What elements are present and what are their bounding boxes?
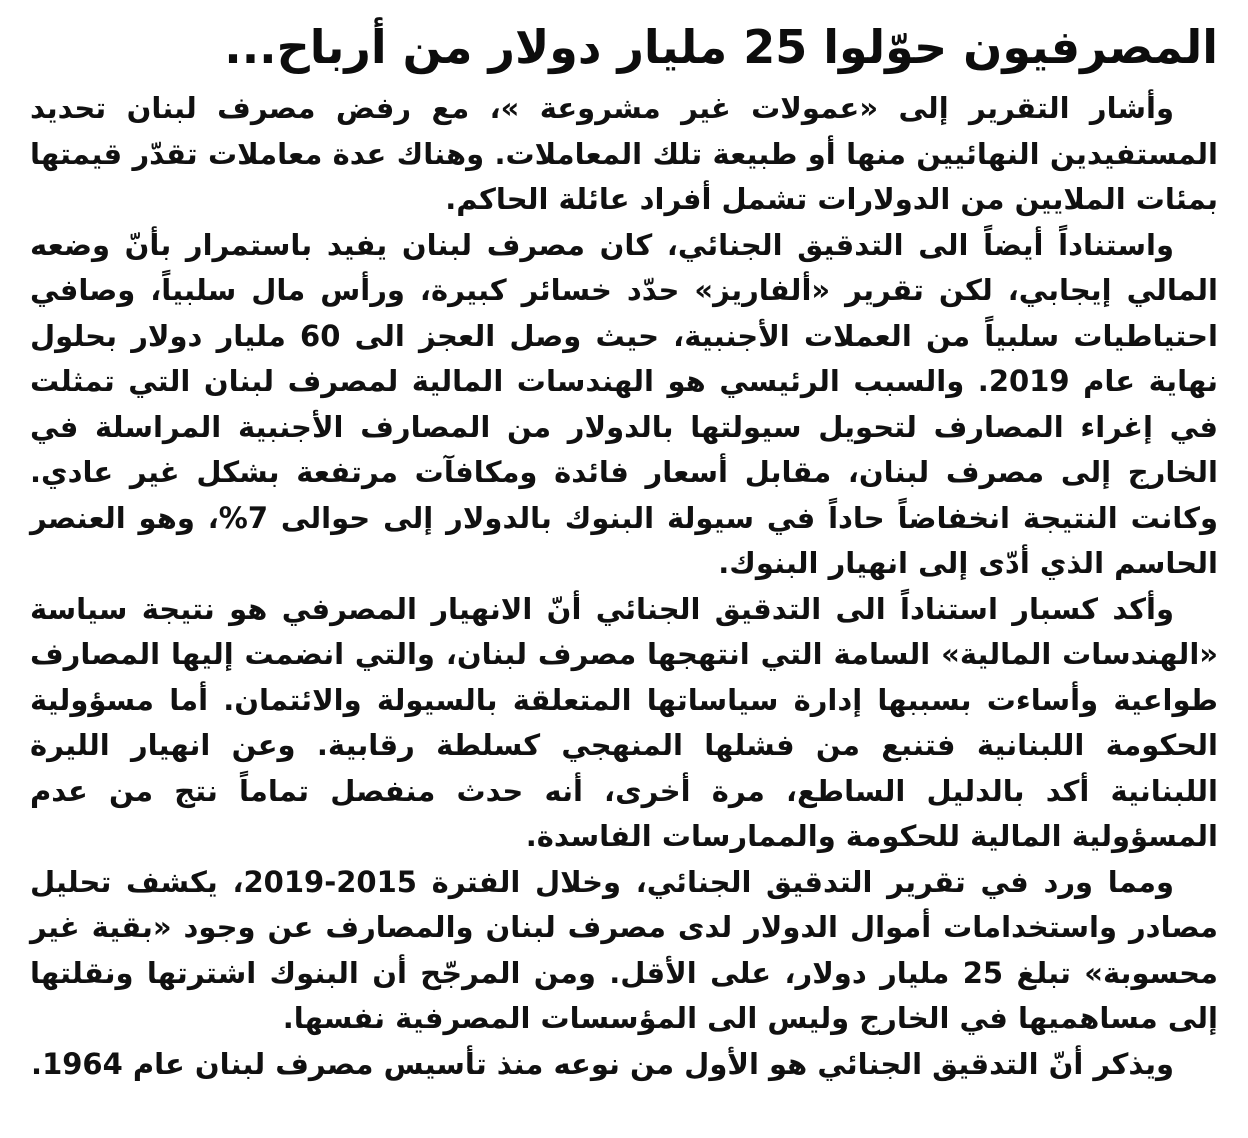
article-paragraph-3: وأكد كسبار استناداً الى التدقيق الجنائي أنّ الانهيار المصرفي هو نتيجة سياسة «الهندسات المالية» السامة التي انتهجها مصرف لبنان، والتي انضمت إليها المصارف طواعية وأساءت بسببها إدارة سياساتها المتعلقة بالسيولة والائتمان. أما مسؤولية الحكومة اللبنانية فتنبع من فشلها المنهجي كسلطة رقابية. وعن انهيار الليرة اللبنانية أكد بالدليل الساطع، مرة أخرى، أنه حدث منفصل تماماً نتج من عدم المسؤولية المالية للحكومة والممارسات الفاسدة. xyxy=(30,591,1218,853)
article-paragraph-1: وأشار التقرير إلى «عمولات غير مشروعة »، مع رفض مصرف لبنان تحديد المستفيدين النهائيين منها أو طبيعة تلك المعاملات. وهناك عدة معاملات تقدّر قيمتها بمئات الملايين من الدولارات تشمل أفراد عائلة الحاكم. xyxy=(30,91,1218,216)
article-paragraph-5: ويذكر أنّ التدقيق الجنائي هو الأول من نوعه منذ تأسيس مصرف لبنان عام 1964. xyxy=(31,1046,1174,1081)
article-paragraph-4: ومما ورد في تقرير التدقيق الجنائي، وخلال الفترة 2015-2019، يكشف تحليل مصادر واستخدامات أموال الدولار لدى مصرف لبنان والمصارف عن وجود «بقية غير محسوبة» تبلغ 25 مليار دولار، على الأقل. ومن المرجّح أن البنوك اشترتها ونقلتها إلى مساهميها في الخارج وليس الى المؤسسات المصرفية نفسها. xyxy=(30,864,1218,1035)
article-headline: المصرفيون حوّلوا 25 مليار دولار من أرباح... xyxy=(224,20,1218,74)
article-body xyxy=(30,86,1218,1087)
article-paragraph-2: واستناداً أيضاً الى التدقيق الجنائي، كان مصرف لبنان يفيد باستمرار بأنّ وضعه المالي إيجابي، لكن تقرير «ألفاريز» حدّد خسائر كبيرة، ورأس مال سلبياً، وصافي احتياطيات سلبياً من العملات الأجنبية، حيث وصل العجز الى 60 مليار دولار بحلول نهاية عام 2019. والسبب الرئيسي هو الهندسات المالية لمصرف لبنان التي تمثلت في إغراء المصارف لتحويل سيولتها بالدولار من المصارف الأجنبية المراسلة في الخارج إلى مصرف لبنان، مقابل أسعار فائدة ومكافآت مرتفعة بشكل غير عادي. وكانت النتيجة انخفاضاً حاداً في سيولة البنوك بالدولار إلى حوالى 7%، وهو العنصر الحاسم الذي أدّى إلى انهيار البنوك. xyxy=(30,227,1218,580)
